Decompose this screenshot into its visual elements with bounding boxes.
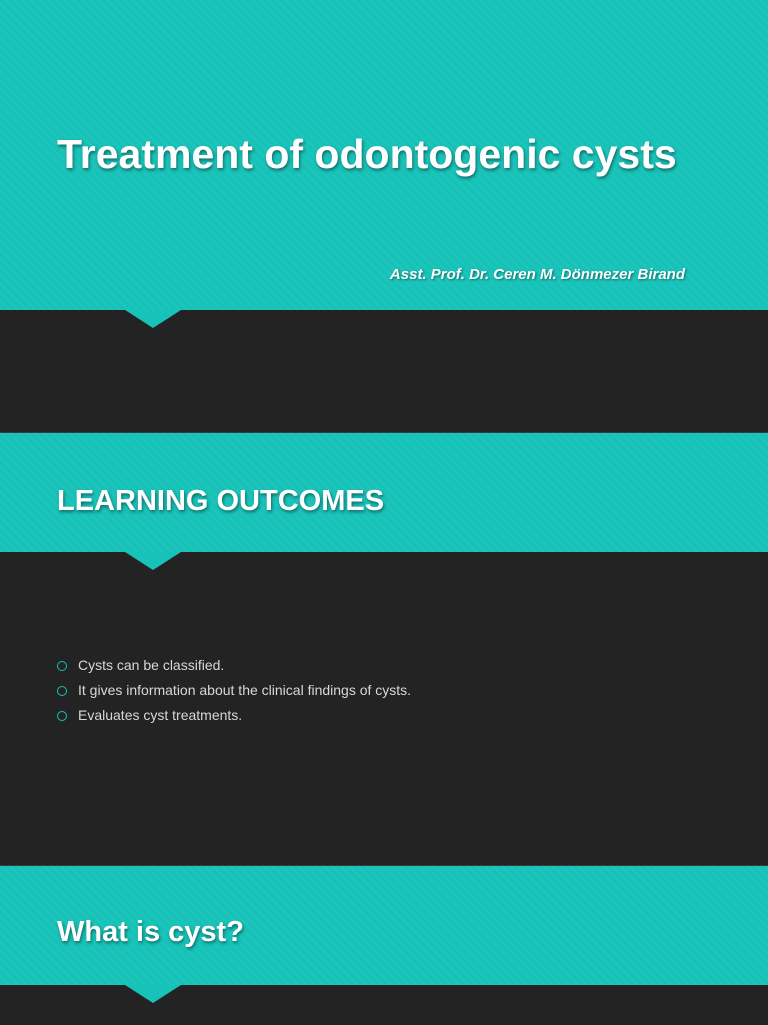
slide-3-body (0, 985, 768, 1025)
slide-1 (0, 0, 768, 432)
hollow-circle-bullet-icon (57, 661, 67, 671)
list-item-text: Evaluates cyst treatments. (78, 707, 243, 723)
list-item (57, 703, 411, 728)
hollow-circle-bullet-icon (57, 686, 67, 696)
slide-1-title: Treatment of odontogenic cysts (57, 131, 677, 177)
hollow-circle-bullet-icon (57, 711, 67, 721)
slide-2 (0, 433, 768, 865)
slide-2-title-band (0, 433, 768, 552)
slide-2-body (0, 552, 768, 865)
slide-2-title: LEARNING OUTCOMES (57, 485, 385, 517)
slide-1-title-band (0, 0, 768, 310)
slide-3 (0, 866, 768, 1025)
slide-1-subtitle: Asst. Prof. Dr. Ceren M. Dönmezer Birand (389, 266, 685, 283)
learning-outcomes-list (57, 653, 411, 728)
list-item-text: It gives information about the clinical findings of cysts. (78, 682, 412, 698)
list-item-text: Cysts can be classified. (78, 657, 225, 673)
list-item (57, 653, 411, 678)
slide-3-title-band (0, 866, 768, 985)
list-item (57, 678, 411, 703)
slide-1-body (0, 310, 768, 432)
slide-3-title: What is cyst? (57, 916, 244, 948)
